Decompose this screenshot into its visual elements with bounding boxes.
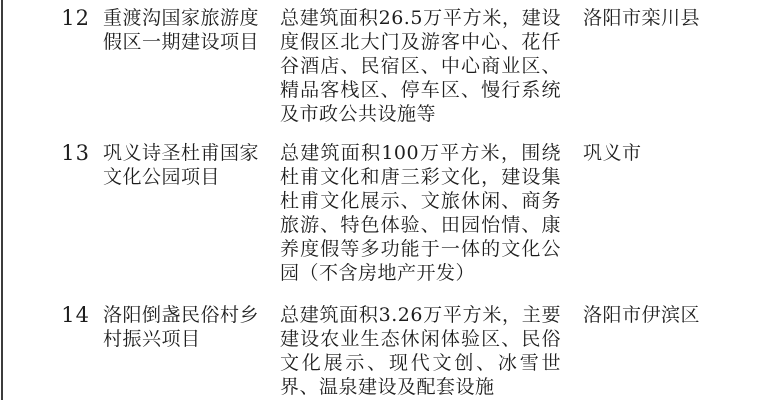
- row-number: 14: [61, 303, 90, 327]
- project-name: 巩义诗圣杜甫国家文化公园项目: [103, 142, 260, 188]
- project-description: 总建筑面积100万平方米，围绕杜甫文化和唐三彩文化，建设集杜甫文化展示、文旅休闲、商务旅游、特色体验、田园怡情、康养度假等多功能于一体的文化公园（不含房地产开发）: [280, 142, 561, 284]
- project-location: 巩义市: [583, 142, 642, 164]
- project-location: 洛阳市栾川县: [583, 7, 701, 29]
- project-description: 总建筑面积26.5万平方米，建设度假区北大门及游客中心、花仟谷酒店、民宿区、中心商业区、精品客栈区、停车区、慢行系统及市政公共设施等: [280, 7, 561, 125]
- project-location: 洛阳市伊滨区: [583, 304, 701, 326]
- project-table: [0, 6, 765, 399]
- project-name: 重渡沟国家旅游度假区一期建设项目: [103, 7, 260, 53]
- project-name: 洛阳倒盏民俗村乡村振兴项目: [103, 304, 260, 350]
- table-row: [0, 141, 765, 285]
- row-number: 13: [61, 141, 90, 165]
- table-row: [0, 303, 765, 399]
- project-description: 总建筑面积3.26万平方米，主要建设农业生态休闲体验区、民俗文化展示、现代文创、冰雪世界、温泉建设及配套设施: [280, 304, 561, 398]
- row-number: 12: [61, 6, 90, 30]
- table-row: [0, 6, 765, 126]
